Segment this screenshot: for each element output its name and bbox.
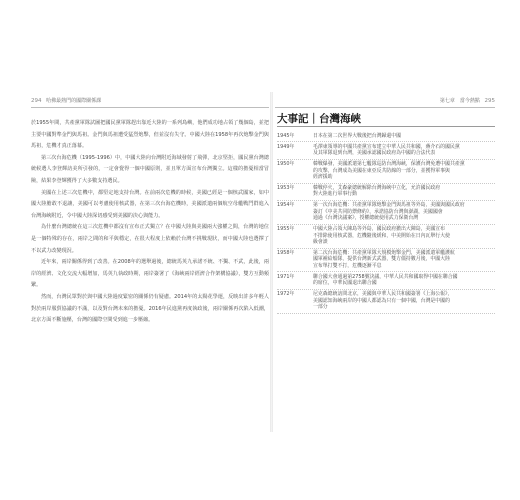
right-running-head xyxy=(440,98,495,105)
chronology-row xyxy=(277,184,495,201)
chronology-event xyxy=(313,250,495,270)
right-page-number: 295 xyxy=(484,98,495,104)
chronology-event xyxy=(313,161,495,181)
chronology-event-line: 毛澤東領導的中國共產黨宣布建立中華人民共和國，蔣介石的國民黨 xyxy=(313,143,460,150)
right-header-rule xyxy=(275,107,495,108)
chronology-event xyxy=(313,185,495,198)
chronology-row xyxy=(277,142,495,159)
chronology-event-line: 級會談 xyxy=(313,239,328,246)
gutter-fold xyxy=(270,92,273,432)
chronology-event-line: 的攻擊，台灣成為美國在東亞反共防線的一部分，並獲得軍事與 xyxy=(313,167,450,174)
left-running-head xyxy=(31,98,101,105)
chronology-event-line: 經濟援助 xyxy=(313,174,333,181)
body-paragraph: 為什麼台灣總統在這三次危機中都沒有宣布正式獨立？在中國大陸與美國兩大強權之間，台灣的地位是一個特殊的存在，兩岸之間的和平與穩定，在很大程度上依賴於台灣不挑戰現狀，而中國大陸也選擇了不以武力改變現況。 xyxy=(31,224,269,254)
chronology-year: 1958年 xyxy=(277,249,295,256)
chronology-event-line: 美國認知海峽兩岸的中國人都認為只有一個中國，台灣是中國的 xyxy=(313,297,450,304)
chronology-event-line: 通過《台灣決議案》，授權總統使用武力保衛台灣 xyxy=(313,215,419,222)
chronology-event-line: 不排除使用核武器，危機隨後緩和，中美開始在日內瓦舉行大使 xyxy=(313,232,450,239)
chronology-event-line: 中國大陸占領大陳島等外島，國民政府撤出大陳島，美國宣布 xyxy=(313,225,446,232)
right-chapter-title: 第七章 當今熱點 xyxy=(439,98,480,104)
chronology-event-line: 對大陸進行軍事行動 xyxy=(313,191,358,198)
body-paragraph: 於1955年間，共產黨軍隊試圖把國民黨軍隊趕出靠近大陸的一系列島嶼，他們成功地占領了幾個島，並把主要中國對準金門與馬祖。金門與馬祖遭受猛烈炮擊，但並沒有失守。中國大陸在1958年再次炮擊金門與馬祖，危機才真正落幕。 xyxy=(31,120,269,150)
chronology-event-line: 簽訂《中美共同防禦條約》，承諾協防台灣與澎湖，美國國會 xyxy=(313,208,443,215)
chronology-event xyxy=(313,202,495,222)
chronology-event-line: 的席位，中華民國退出聯合國 xyxy=(313,280,377,287)
chronology-year: 1971年 xyxy=(277,273,295,280)
chronology-year: 1972年 xyxy=(277,290,295,297)
chronology-row xyxy=(277,272,495,289)
left-body-text xyxy=(31,118,269,327)
chronology-event-line: 一部分 xyxy=(313,304,328,311)
body-paragraph: 第三次台海危機（1995-1996）中，中國大陸向台灣附近海域發射了飛彈，北京堅拒，國民黨台灣總統候選人李登輝訪美所引發的，一定會覺得一個中國原則，並且單方面宣布台灣獨立。這樣的擔憂相當冒險，結果李登輝獲得了大多數支持選民。 xyxy=(31,154,269,184)
right-page xyxy=(275,92,495,432)
chronology-event xyxy=(313,291,495,311)
chronology-title-rule xyxy=(277,126,495,127)
left-header-rule xyxy=(31,107,269,108)
body-paragraph: 美國在上述三次危機中，都堅定地支持台灣。在前兩次危機的時候，美國已經是一個核武國家，如中國大陸膽敢不退讓，美國可以考慮使用核武器，在第三次台海危機時，美國派遣兩個航空母艦戰鬥群進入台灣海峽附近，令中國大陸深切感受到美國的決心與能力。 xyxy=(31,189,269,219)
left-page xyxy=(31,92,269,432)
chronology-row xyxy=(277,201,495,225)
chronology-event-line: 日本在第二次世界大戰後把台灣歸還中國 xyxy=(313,133,402,140)
chronology-title: 大事記｜台灣海峽 xyxy=(277,113,361,125)
chronology-year: 1950年 xyxy=(277,160,295,167)
chronology-row xyxy=(277,290,495,314)
chronology-event xyxy=(313,226,495,246)
chronology-row xyxy=(277,249,495,273)
chronology-event-line: 韓戰停火，艾森豪總統解除台灣海峽中立化，允許國民政府 xyxy=(313,184,441,191)
chronology-event-line: 韓戰爆發，美國派遣第七艦隊巡防台灣海峽，保護台灣免遭中國共產黨 xyxy=(313,160,465,167)
body-paragraph: 近年來，兩岸關係得到了改善。在2008年的選舉過後，總統馬英九承諾不統、不獨、不武，此後，兩岸的經濟、文化交流大幅增加，馬英九執政時期，兩岸簽署了《海峽兩岸經濟合作架構協議》，雙方互動頻繁。 xyxy=(31,259,269,289)
chronology-row xyxy=(277,225,495,249)
chronology-year: 1954年 xyxy=(277,201,295,208)
chronology-event-line: 尼克森總統訪問北京，美國與中華人民共和國簽署《上海公報》， xyxy=(313,290,453,297)
chronology-event xyxy=(313,133,495,140)
chronology-event xyxy=(313,144,495,157)
chronology-year: 1955年 xyxy=(277,225,295,232)
chronology-event xyxy=(313,274,495,287)
chronology-event-line: 聯合國大會通過第2758號決議，中華人民共和國取得中國在聯合國 xyxy=(313,273,458,280)
chronology-table xyxy=(277,132,495,314)
chronology-event-line: 宣布單打雙不打，危機逐漸平息 xyxy=(313,263,382,270)
chronology-row xyxy=(277,132,495,142)
chronology-year: 1949年 xyxy=(277,143,295,150)
chronology-event-line: 第一次台海危機：共產黨軍隊炮擊金門與馬祖等外島，美國與國民政府 xyxy=(313,201,465,208)
body-paragraph: 然而，台灣民眾對於與中國大陸過度緊密的關係仍有疑慮。2014年的太陽花學運，反映出許多年輕人對於兩岸服貿協議的不滿，以及對台灣未來的擔憂。2016年民進黨再度執政後，兩岸關係再次陷入低潮，北京方面不斷施壓，台灣的國際空間受到進一步壓縮。 xyxy=(31,293,269,324)
chronology-event-line: 第二次台海危機：共產黨軍隊大規模炮擊金門，美國派遣軍艦護航 xyxy=(313,249,455,256)
chronology-row xyxy=(277,160,495,184)
chronology-year: 1945年 xyxy=(277,133,295,140)
chronology-year: 1953年 xyxy=(277,184,295,191)
left-book-title: 哈佛最熱門的國際關係課 xyxy=(46,98,102,104)
chronology-event-line: 國軍補給船隊，提供台灣新式武器，雙方僵持數月後，中國大陸 xyxy=(313,256,450,263)
chronology-event-line: 及其軍隊退到台灣，美國承認國民政府為中國的合法代表 xyxy=(313,150,436,157)
left-page-number: 294 xyxy=(31,98,42,104)
